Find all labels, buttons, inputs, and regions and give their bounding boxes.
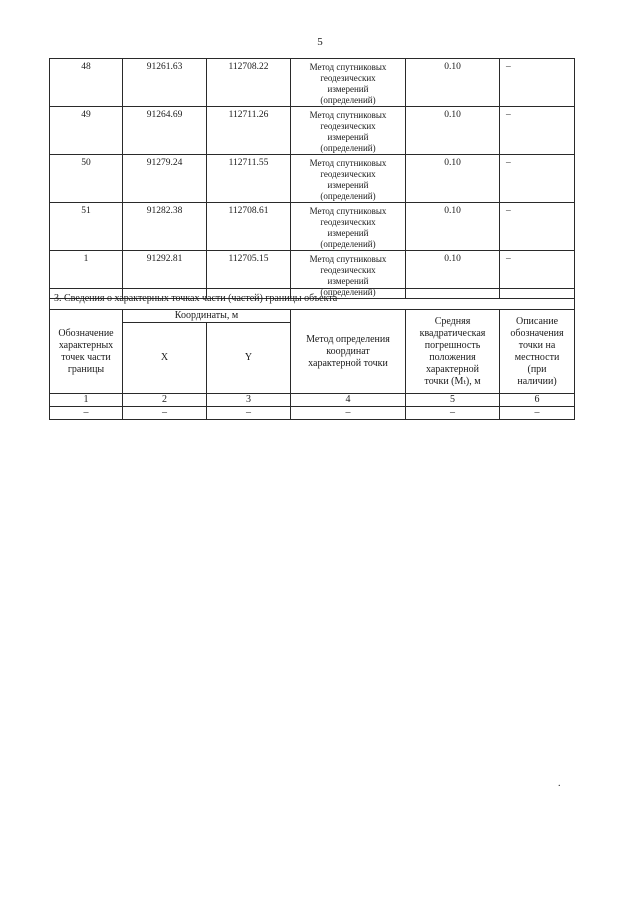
text-line: (при [527, 363, 547, 375]
text-line: Средняя [434, 315, 471, 327]
point-y: 112711.26 [207, 107, 291, 155]
point-description: – [500, 203, 575, 251]
text-line: характерных [58, 339, 114, 351]
page-mark: . [558, 778, 561, 789]
col-number: 1 [50, 394, 123, 407]
text-line: (определений) [320, 143, 376, 153]
point-description: – [500, 155, 575, 203]
text-line: (определений) [320, 239, 376, 249]
text-line: местности [514, 351, 560, 363]
text-line: точек части [61, 351, 111, 363]
header-coordinates: Координаты, м [123, 310, 291, 323]
text-line: геодезических [320, 169, 376, 179]
empty-cell: – [406, 407, 500, 420]
text-line: геодезических [320, 265, 376, 275]
col-number: 6 [500, 394, 575, 407]
point-x: 91261.63 [123, 59, 207, 107]
text-line: характерной [426, 363, 479, 375]
text-line: геодезических [320, 217, 376, 227]
part-boundary-points-table [49, 288, 575, 420]
empty-cell: – [207, 407, 291, 420]
text-line: измерений [327, 180, 369, 190]
text-line: положения [429, 351, 476, 363]
text-line: точки (Mₜ), м [424, 375, 481, 387]
text-line: обозначения [510, 327, 564, 339]
text-line: наличии) [517, 375, 557, 387]
point-x: 91282.38 [123, 203, 207, 251]
text-line: измерений [327, 276, 369, 286]
point-method [291, 203, 406, 251]
point-row [50, 107, 575, 155]
header-designation [50, 310, 123, 394]
header-y: Y [207, 323, 291, 394]
point-number: 48 [50, 59, 123, 107]
point-number: 49 [50, 107, 123, 155]
point-number: 51 [50, 203, 123, 251]
text-line: (определений) [320, 191, 376, 201]
point-x: 91292.81 [123, 251, 207, 299]
point-number: 50 [50, 155, 123, 203]
col-number: 2 [123, 394, 207, 407]
point-description: – [500, 107, 575, 155]
text-line: (определений) [320, 287, 376, 297]
text-line: точки на [518, 339, 556, 351]
col-number: 4 [291, 394, 406, 407]
point-accuracy: 0.10 [406, 155, 500, 203]
empty-cell: – [123, 407, 207, 420]
page-number: 5 [317, 36, 323, 48]
point-row [50, 155, 575, 203]
text-line: Описание [515, 315, 559, 327]
header-method [291, 310, 406, 394]
text-line: характерной точки [308, 357, 388, 369]
text-line: измерений [327, 84, 369, 94]
point-accuracy: 0.10 [406, 203, 500, 251]
section-title: 3. Сведения о характерных точках части (частей) границы объекта [50, 289, 575, 310]
text-line: квадратическая [419, 327, 486, 339]
col-number: 5 [406, 394, 500, 407]
point-row [50, 203, 575, 251]
col-number: 3 [207, 394, 291, 407]
text-line: Метод спутниковых [309, 110, 387, 120]
text-line: (определений) [320, 95, 376, 105]
text-line: Метод спутниковых [309, 254, 387, 264]
text-line: координат [326, 345, 370, 357]
text-line: Метод определения [306, 333, 390, 345]
point-method [291, 59, 406, 107]
text-line: геодезических [320, 121, 376, 131]
text-line: границы [67, 363, 105, 375]
text-line: измерений [327, 228, 369, 238]
point-x: 91264.69 [123, 107, 207, 155]
point-description: – [500, 59, 575, 107]
text-line: измерений [327, 132, 369, 142]
text-line: Метод спутниковых [309, 206, 387, 216]
text-line: Метод спутниковых [309, 62, 387, 72]
empty-cell: – [291, 407, 406, 420]
text-line: геодезических [320, 73, 376, 83]
point-x: 91279.24 [123, 155, 207, 203]
point-description: – [500, 251, 575, 299]
header-accuracy [406, 310, 500, 394]
empty-cell: – [50, 407, 123, 420]
text-line: погрешность [424, 339, 481, 351]
point-number: 1 [50, 251, 123, 299]
point-accuracy: 0.10 [406, 251, 500, 299]
point-y: 112711.55 [207, 155, 291, 203]
point-y: 112708.61 [207, 203, 291, 251]
point-y: 112705.15 [207, 251, 291, 299]
text-line: Обозначение [58, 327, 114, 339]
point-y: 112708.22 [207, 59, 291, 107]
text-line: Метод спутниковых [309, 158, 387, 168]
header-x: X [123, 323, 207, 394]
point-row [50, 59, 575, 107]
point-method [291, 155, 406, 203]
header-description [500, 310, 575, 394]
empty-cell: – [500, 407, 575, 420]
point-method [291, 107, 406, 155]
point-accuracy: 0.10 [406, 59, 500, 107]
boundary-points-table [49, 58, 575, 299]
point-accuracy: 0.10 [406, 107, 500, 155]
